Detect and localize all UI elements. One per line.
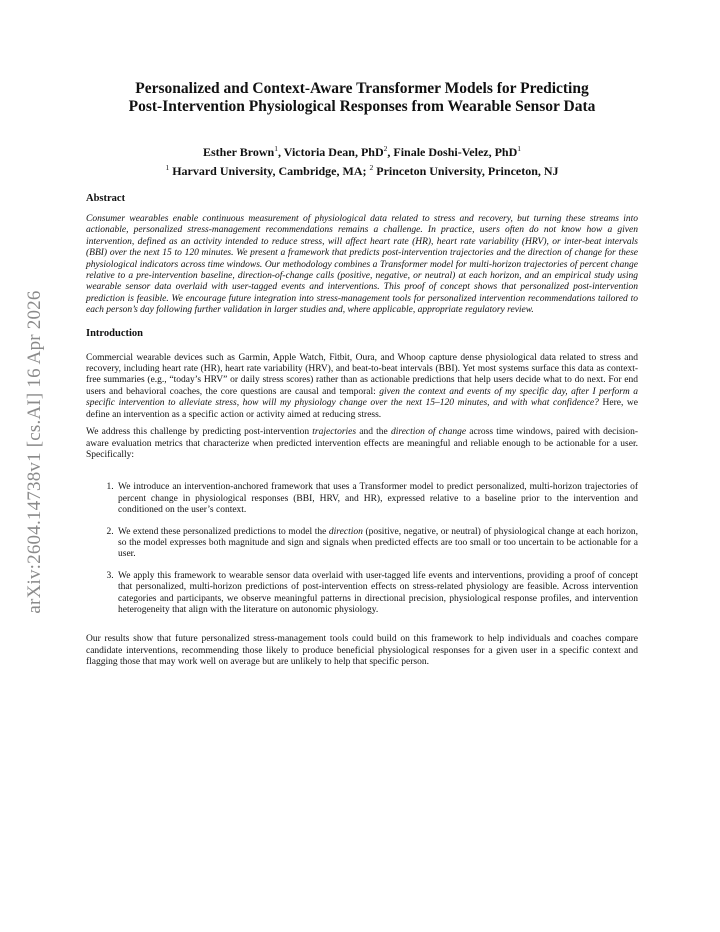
contribution-2-text-a: We extend these personalized predictions to model the xyxy=(118,526,329,537)
intro-p2-emphasis-1: trajectories xyxy=(312,427,357,438)
intro-p1-text-a: Commercial wearable devices such as Garmin, Apple Watch, Fitbit, Oura, and Whoop capture dense physiological data related to stress and recovery, including heart rate (HR), heart rate variability (HRV), and beat-to-beat intervals (BBI). Yet most systems surface this data as context-free summaries (e.g., “today’s HRV” or daily stress scores) rather than as actionable predictions that help users decide what to do next. For end users and behavioral coaches, the core questions are causal and temporal: xyxy=(86,352,638,397)
title-line-2: Post-Intervention Physiological Responses from Wearable Sensor Data xyxy=(128,98,596,115)
intro-p2-text-c: across time windows, paired with decision-aware evaluation metrics that characterize when predicted intervention effects are meaningful and reliable enough to be actionable for a user. Specifically: xyxy=(86,427,639,460)
abstract-heading: Abstract xyxy=(86,193,126,204)
author-3-affiliation-mark: 1 xyxy=(517,144,522,153)
contribution-2-emphasis: direction xyxy=(328,526,363,537)
affiliation-2: Princeton University, Princeton, NJ xyxy=(376,164,559,178)
arxiv-stamp-text: arXiv:2604.14738v1 [cs.AI] 16 Apr 2026 xyxy=(24,290,45,614)
affiliations xyxy=(86,160,638,179)
intro-p2-text-a: We address this challenge by predicting post-intervention xyxy=(86,427,313,438)
contribution-2-text-b: (positive, negative, or neutral) of physiological change at each horizon, so the model expresses both magnitude and sign and signals when predicted effects are too small or too uncertain to be actionable for a user. xyxy=(118,526,638,560)
contributions-list xyxy=(86,482,638,616)
contribution-item-2 xyxy=(116,527,638,561)
intro-p2-text-b: and the xyxy=(356,427,391,438)
contribution-item-1: 1. We introduce an intervention-anchored framework that uses a Transformer model to predict personalized, multi-horizon trajectories of percent change in physiological responses (BBI, HRV, and HR), expressed relative to a baseline prior to the intervention and conditioned on the user’s context. xyxy=(116,482,638,516)
intro-p1-text-b: Here, we define an intervention as a specific action or activity aimed at reducing stress. xyxy=(86,398,638,420)
title-line-1: Personalized and Context-Aware Transformer Models for Predicting xyxy=(135,80,589,97)
author-names: Esther Brown$^1$, Victoria Dean, PhD$^2$, Finale Doshi-Velez, PhD$^1$ xyxy=(202,144,522,159)
author-block xyxy=(86,141,638,179)
introduction-heading: Introduction xyxy=(86,327,143,339)
affiliation-2-mark: 2 xyxy=(369,163,374,172)
contribution-item-3: 3. We apply this framework to wearable sensor data overlaid with user-tagged life events and interventions, providing a proof of concept that personalized, multi-horizon predictions of post-intervention effects on stress-related physiology are feasible. Across intervention categories and participants, we observe meaningful patterns in directional precision, physiological response profiles, and intervention heterogeneity that align with the literature on autonomic physiology. xyxy=(116,571,638,617)
intro-p2-emphasis-2: direction of change xyxy=(390,427,467,438)
author-2-affiliation-mark: 2 xyxy=(383,144,388,153)
results-summary-paragraph: Our results show that future personalized stress-management tools could build on this framework to help individuals and coaches compare candidate interventions, recommending those likely to produce beneficial physiological responses for a given user in a specific context and flagging those that may work well on average but are unlikely to help that specific person. xyxy=(86,634,638,668)
intro-paragraph-1 xyxy=(86,353,638,421)
paper-title xyxy=(86,80,638,116)
arxiv-identifier xyxy=(20,262,50,642)
affiliation-1-mark: 1 xyxy=(165,163,170,172)
paper-page xyxy=(86,80,638,669)
abstract-text: Consumer wearables enable continuous measurement of physiological data related to stress and recovery, but turning these streams into actionable, personalized stress-management recommendations remains a challenge. In practice, users often do not know how a given intervention, defined as an activity intended to reduce stress, will affect heart rate (HR), heart rate variability (HRV), or inter-beat intervals (BBI) over the next 15 to 120 minutes. We present a framework that predicts post-intervention trajectories and the direction of change for these physiological indicators across time windows. Our methodology combines a Transformer model for multi-horizon trajectories of percent change relative to a pre-intervention baseline, direction-of-change calls (positive, negative, or neutral) at each horizon, and an empirical study using wearable sensor data overlaid with user-tagged events and interventions. This proof of concept shows that personalized post-intervention prediction is feasible. We encourage future integration into stress-management tools for personalized intervention recommendations tailored to each person’s day following further validation in larger studies and, where applicable, appropriate regulatory review. xyxy=(86,214,638,316)
author-1: Esther Brown xyxy=(202,145,275,159)
affiliation-1: Harvard University, Cambridge, MA; xyxy=(172,164,367,178)
intro-p1-emphasis: given the context and events of my specific day, after I perform a specific intervention to alleviate stress, how will my physiology change over the next 15–120 minutes, and with what confidence? xyxy=(86,386,638,409)
author-3: Finale Doshi-Velez, PhD xyxy=(393,145,518,159)
author-2: Victoria Dean, PhD xyxy=(283,145,384,159)
author-1-affiliation-mark: 1 xyxy=(274,144,278,153)
intro-paragraph-2 xyxy=(86,427,638,461)
